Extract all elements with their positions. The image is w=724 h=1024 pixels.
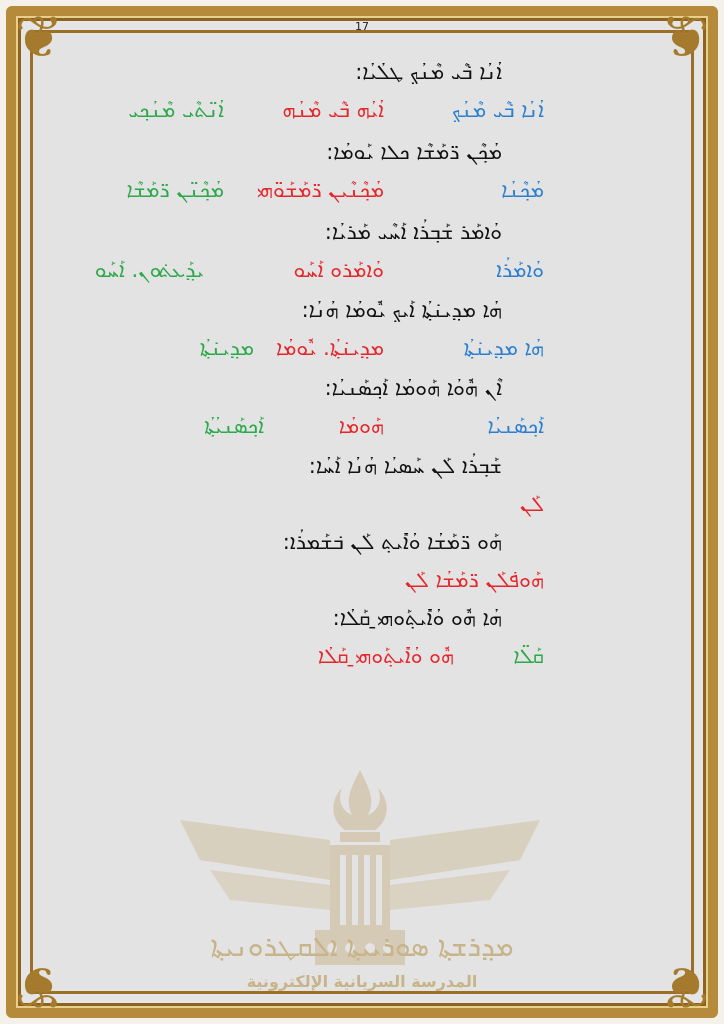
question-line: ܡܳܟ݂ܶܢ ܪ̈ܡܰܫܶܐ ܟܠܐ ܝܰܘܡܳܐ: — [326, 140, 502, 164]
answer-red: ܗܰܘܦ݁ܠܰܢ ܪ̈ܡܰܫܳܐ ܠܰܢ — [404, 568, 544, 592]
answer-blue: ܐܳܢܳܐ ܒ݁ܶܝ ܡܶܢܳܟ݂ — [451, 98, 544, 122]
answer-green: ܡܕ݂ܝܢ݁ܬ݂ܳܐ — [199, 336, 254, 360]
answer-green: ܐܳܢ̈ܬܶܝ ܡܶܢܳܟ݂ܝ — [128, 98, 224, 122]
corner-ornament-icon: ❦ — [14, 3, 64, 71]
question-line: ܫܰܒ݂ܪܳܐ ܠܰܢ ܚܰܣܝܳܐ ܗܳܢܳܐ ܐܰܚܳܐ: — [308, 454, 502, 478]
answer-green: ܡܳܟ݂ܶܢ̈ܢ ܪ̈ܡܰܫܶܐ — [126, 178, 224, 202]
question-line: ܐܳܢܳܐ ܒ݁ܶܝ ܡܶܢܳܟ݂ ܛܠܳܝܳܐ: — [355, 60, 502, 84]
answer-red: ܘܳܐܡܰܪܘ ܐܰܚܰܘ — [293, 258, 384, 282]
answer-green: ܩܰܠ̈ܐ — [513, 644, 544, 668]
question-line: ܘܳܐܡܰܪ ܫܰܒ݂ܪܳܐ ܐܰܚܶܝ ܡܰܪܝܳܐ: — [324, 220, 502, 244]
answer-red: ܗܽܘ ܘܳܐܺܝܬ݂ܰܘܗ̱ܝ ܩܰܠܳܐ — [317, 644, 454, 668]
question-line: ܗܳܐ ܗܽܘ ܘܳܐܺܝܬ݂ܰܘܗ̱ܝ ܩܰܠܳܐ: — [332, 606, 502, 630]
answer-green: ܐܰܟ݂ܣܰܢܝܳܬ݂ܳܐ — [204, 414, 264, 438]
answer-red: ܗܰܘܡܳܐ — [338, 414, 384, 438]
answer-blue: ܡܳܟ݂ܶܢܳܐ — [501, 178, 544, 202]
corner-ornament-icon: ❦ — [660, 953, 710, 1021]
answer-green: ܝܕ݂ܰܥܬ݁ܘܢ. ܐܰܚܰܘ — [94, 258, 204, 282]
answer-red: ܡܕ݂ܝܢ݁ܬ݂ܳܐ. ܝܽܘܡܳܐ — [276, 336, 384, 360]
question-line: ܗܳܐ ܡܕ݂ܝܢ݁ܬ݂ܳܐ ܐܰܝܟ݂ ܝܽܘܡܳܐ ܗܳܢܳܐ: — [301, 298, 502, 322]
answer-red: ܡܳܟ݂ܶܢܶܝܢ ܪ̈ܡܰܫܰܘ̈ܗܝ — [256, 178, 384, 202]
answer-blue: ܐܰܟ݂ܣܰܢܝܳܐ — [487, 414, 544, 438]
page-number: 17 — [355, 20, 369, 33]
watermark-syriac-text: ܡܕ݂ܪܫܬ݂ܐ ܣܘܪܝܝܬ݂ܐ ܐܠܩܛܪܘܢܝܬ݂ܐ — [210, 930, 514, 963]
question-line: ܐܶܢ ܗܽܘܳܐ ܗܰܘܡܳܐ ܐܰܟ݂ܣܰܢܝܳܐ: — [324, 376, 502, 400]
corner-ornament-icon: ❦ — [660, 3, 710, 71]
watermark-arabic-text: المدرسة السريانية الإلكترونية — [246, 972, 478, 991]
corner-ornament-icon: ❦ — [14, 953, 64, 1021]
answer-red: ܐܳܝܳܗ ܒ݁ܶܝ ܡܶܢܳܗ — [282, 98, 384, 122]
question-line: ܗܰܘ ܪ̈ܡܰܫܳܐ ܘܳܐܺܝܬ݂ ܠܰܢ ܒ݁ܫܰܡܪܳܐ: — [282, 530, 502, 554]
answer-blue: ܘܳܐܡܰܪܳܐ — [496, 258, 544, 282]
answer-blue: ܗܳܐ ܡܕ݂ܝܢ݁ܬ݂ܳܐ — [463, 336, 544, 360]
answer-red: ܠܰܢ — [520, 492, 544, 516]
